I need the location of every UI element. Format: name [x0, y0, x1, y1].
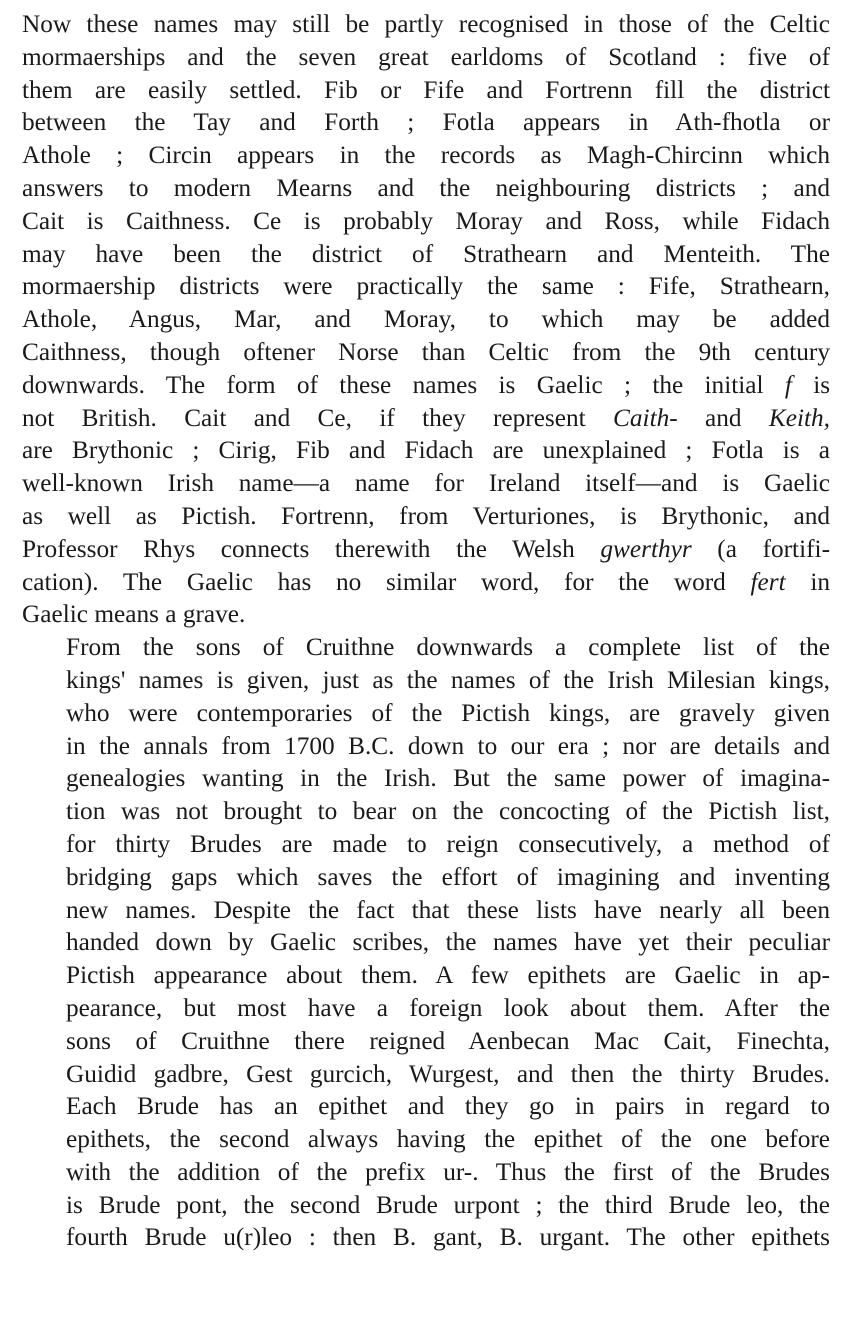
text-line: in the annals from 1700 B.C. down to our era ; nor are details and	[66, 731, 830, 760]
text-line: between the Tay and Forth ; Fotla appears in Ath-fhotla or	[22, 108, 830, 137]
text-line: may have been the district of Strathearn and Menteith. The	[22, 239, 830, 268]
text-line: mormaership districts were practically the same : Fife, Strathearn,	[22, 272, 830, 301]
text-line: From the sons of Cruithne downwards a complete list of the	[66, 633, 830, 662]
text-line: Pictish appearance about them. A few epithets are Gaelic in ap-	[66, 961, 830, 990]
text-line: bridging gaps which saves the effort of imagining and inventing	[66, 862, 830, 891]
text-line: cation). The Gaelic has no similar word, for the word fert in	[22, 567, 830, 596]
text-line: handed down by Gaelic scribes, the names have yet their peculiar	[66, 928, 830, 957]
text-line: new names. Despite the fact that these lists have nearly all been	[66, 895, 830, 924]
text-line: for thirty Brudes are made to reign consecutively, a method of	[66, 829, 830, 858]
text-line: Now these names may still be partly recognised in those of the Celtic	[22, 10, 830, 38]
text-line: sons of Cruithne there reigned Aenbecan Mac Cait, Finechta,	[66, 1026, 830, 1055]
text-line: Each Brude has an epithet and they go in pairs in regard to	[66, 1092, 830, 1121]
text-line: downwards. The form of these names is Gaelic ; the initial f is	[22, 370, 830, 399]
text-line: Athole, Angus, Mar, and Moray, to which may be added	[22, 305, 830, 334]
paragraph	[22, 631, 830, 1254]
text-line: genealogies wanting in the Irish. But the same power of imagina-	[66, 764, 830, 793]
document-page	[22, 8, 830, 1254]
text-line: is Brude pont, the second Brude urpont ; the third Brude leo, the	[66, 1190, 830, 1219]
text-line: well-known Irish name—a name for Ireland itself—and is Gaelic	[22, 469, 830, 498]
document-body	[22, 8, 830, 1254]
text-line: them are easily settled. Fib or Fife and Fortrenn fill the district	[22, 75, 830, 104]
text-line: answers to modern Mearns and the neighbouring districts ; and	[22, 173, 830, 202]
paragraph	[22, 8, 830, 631]
text-line: Professor Rhys connects therewith the Welsh gwerthyr (a fortifi-	[22, 534, 830, 563]
text-line: epithets, the second always having the epithet of the one before	[66, 1125, 830, 1154]
text-line: Cait is Caithness. Ce is probably Moray and Ross, while Fidach	[22, 206, 830, 235]
text-line: pearance, but most have a foreign look about them. After the	[66, 993, 830, 1022]
text-line: Athole ; Circin appears in the records as Magh-Chircinn which	[22, 141, 830, 170]
text-line: tion was not brought to bear on the concocting of the Pictish list,	[66, 797, 830, 826]
text-line: as well as Pictish. Fortrenn, from Verturiones, is Brythonic, and	[22, 501, 830, 530]
text-line: kings' names is given, just as the names of the Irish Milesian kings,	[66, 665, 830, 694]
text-line: who were contemporaries of the Pictish kings, are gravely given	[66, 698, 830, 727]
text-line: Caithness, though oftener Norse than Celtic from the 9th century	[22, 337, 830, 366]
text-line: not British. Cait and Ce, if they represent Caith- and Keith,	[22, 403, 830, 432]
text-line: mormaerships and the seven great earldoms of Scotland : five of	[22, 42, 830, 71]
text-line: are Brythonic ; Cirig, Fib and Fidach are unexplained ; Fotla is a	[22, 436, 830, 465]
text-line: Gaelic means a grave.	[22, 600, 246, 629]
text-line: Guidid gadbre, Gest gurcich, Wurgest, and then the thirty Brudes.	[66, 1059, 830, 1088]
text-line: with the addition of the prefix ur-. Thus the first of the Brudes	[66, 1157, 830, 1186]
text-line: fourth Brude u(r)leo : then B. gant, B. urgant. The other epithets	[66, 1223, 830, 1252]
